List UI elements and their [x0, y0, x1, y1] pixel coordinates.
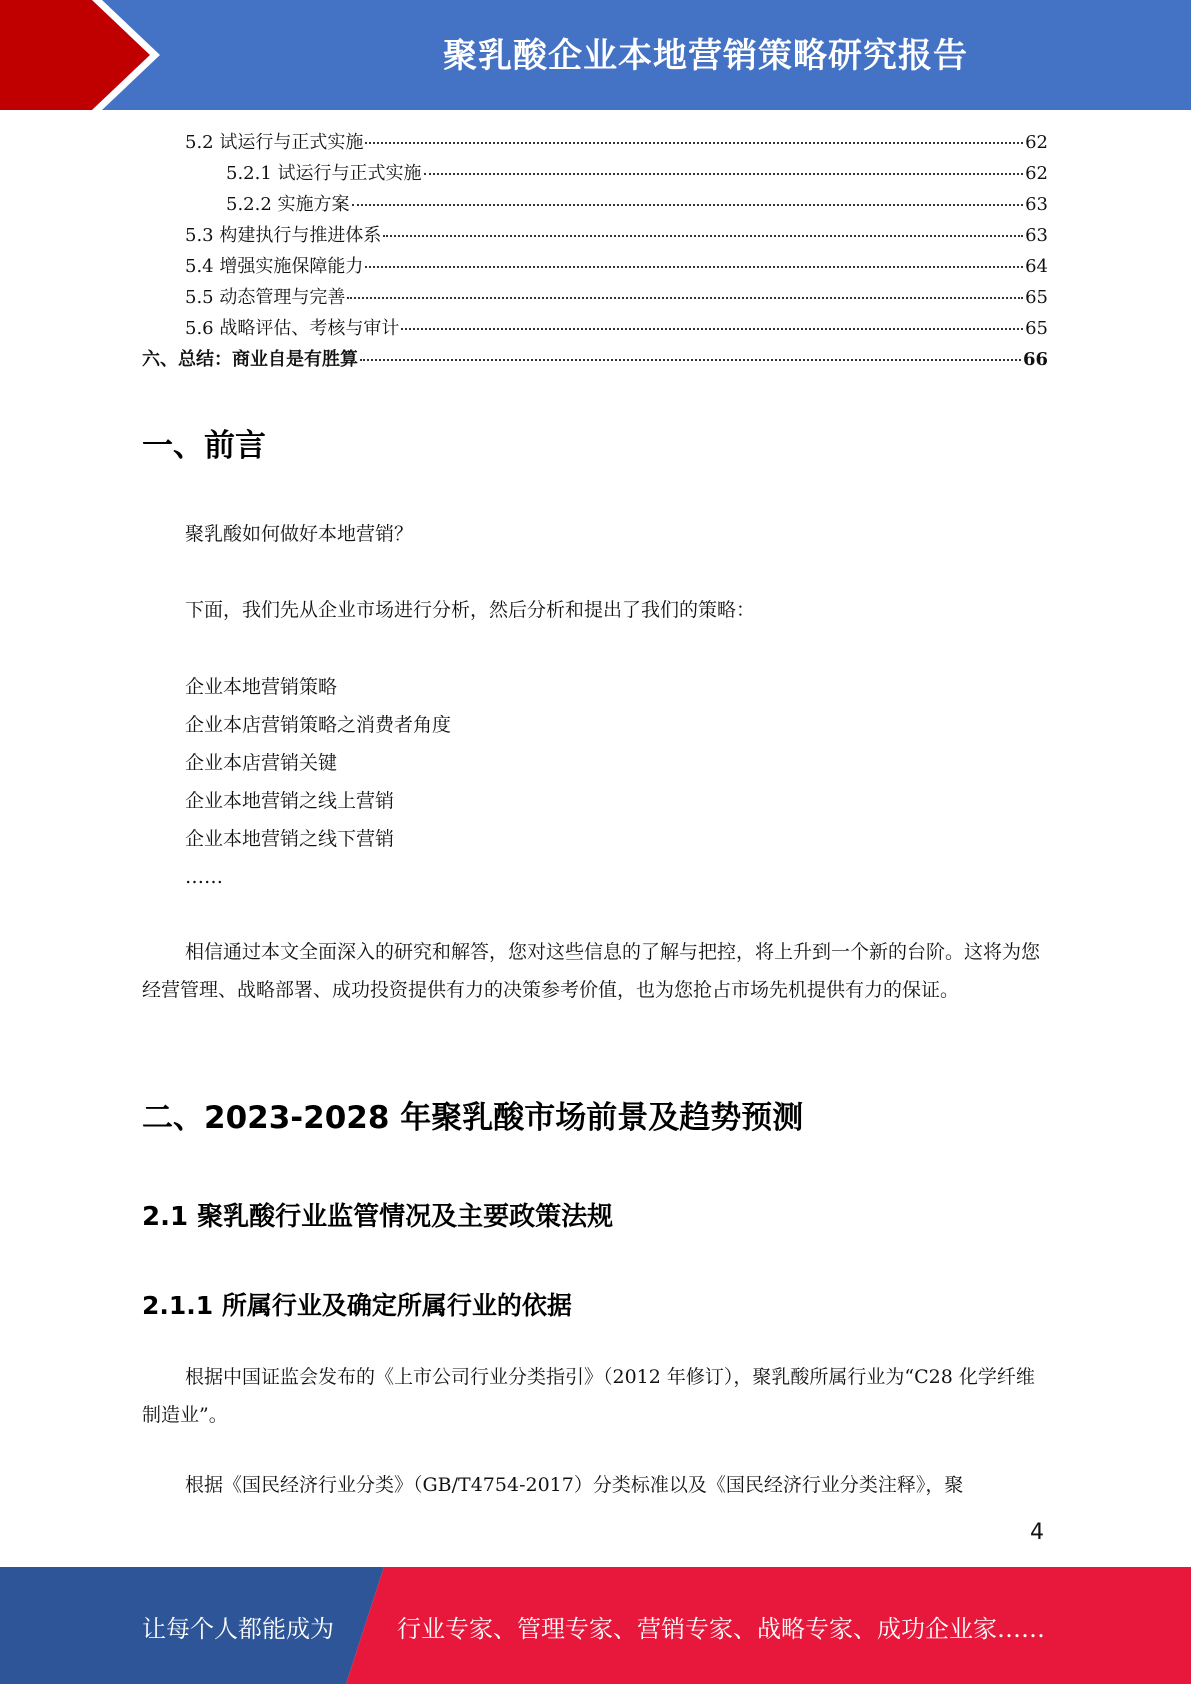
market-heading: 二、2023-2028 年聚乳酸市场前景及趋势预测: [142, 1100, 804, 1136]
market-para-2: 根据《国民经济行业分类》（GB/T4754-2017）分类标准以及《国民经济行业分类注释》，聚: [185, 1474, 964, 1496]
list-item: 企业本地营销之线下营销: [185, 828, 395, 850]
toc-entry[interactable]: [142, 159, 1048, 190]
footer-slogan-right: 行业专家、管理专家、营销专家、战略专家、成功企业家……: [397, 1615, 1045, 1643]
toc-entry-page: 65: [1025, 318, 1048, 339]
market-para-1: 根据中国证监会发布的《上市公司行业分类指引》（2012 年修订），聚乳酸所属行业为“C28 化学纤维制造业”。: [142, 1366, 1035, 1426]
preface-question: 聚乳酸如何做好本地营销？: [185, 523, 414, 545]
section-2-1-heading: 2.1 聚乳酸行业监管情况及主要政策法规: [142, 1202, 614, 1232]
toc-entry-label: 5.6 战略评估、考核与审计: [185, 318, 400, 339]
list-item: 企业本地营销之线上营销: [185, 790, 395, 812]
toc-leader-dots: [360, 359, 1021, 361]
table-of-contents: [142, 128, 1048, 376]
toc-leader-dots: [401, 328, 1023, 330]
toc-entry[interactable]: [142, 190, 1048, 221]
toc-leader-dots: [352, 204, 1024, 206]
toc-entry-label: 5.5 动态管理与完善: [185, 287, 346, 308]
list-item: ……: [185, 866, 223, 888]
report-title: 聚乳酸企业本地营销策略研究报告: [443, 36, 968, 76]
toc-entry-label: 5.3 构建执行与推进体系: [185, 225, 382, 246]
toc-entry-page: 66: [1022, 349, 1048, 370]
toc-leader-dots: [347, 297, 1023, 299]
toc-entry-page: 62: [1025, 163, 1048, 184]
section-2-1-1-heading: 2.1.1 所属行业及确定所属行业的依据: [142, 1291, 572, 1320]
toc-entry[interactable]: [142, 283, 1048, 314]
toc-entry-label: 六、总结：商业自是有胜算: [142, 349, 358, 370]
toc-entry[interactable]: [142, 345, 1048, 376]
toc-entry-page: 63: [1025, 225, 1048, 246]
toc-entry[interactable]: [142, 314, 1048, 345]
toc-entry-label: 5.2.2 实施方案: [226, 194, 350, 215]
preface-intro: 下面，我们先从企业市场进行分析，然后分析和提出了我们的策略：: [185, 599, 756, 621]
toc-entry-label: 5.2 试运行与正式实施: [185, 132, 364, 153]
toc-leader-dots: [365, 266, 1023, 268]
footer-band: [0, 1567, 1191, 1684]
toc-entry[interactable]: [142, 252, 1048, 283]
toc-entry[interactable]: [142, 128, 1048, 159]
page-number: 4: [1030, 1520, 1044, 1545]
toc-leader-dots: [424, 173, 1024, 175]
footer-slogan-left: 让每个人都能成为: [142, 1615, 334, 1643]
toc-entry-label: 5.4 增强实施保障能力: [185, 256, 364, 277]
toc-entry-page: 65: [1025, 287, 1048, 308]
strategy-list: [185, 668, 451, 896]
toc-entry[interactable]: [142, 221, 1048, 252]
toc-entry-page: 64: [1025, 256, 1048, 277]
list-item: 企业本店营销策略之消费者角度: [185, 714, 452, 736]
toc-entry-label: 5.2.1 试运行与正式实施: [226, 163, 422, 184]
preface-heading: 一、前言: [142, 428, 266, 464]
toc-entry-page: 62: [1025, 132, 1048, 153]
toc-leader-dots: [383, 235, 1023, 237]
list-item: 企业本店营销关键: [185, 752, 338, 774]
toc-entry-page: 63: [1025, 194, 1048, 215]
header-band: [0, 0, 1191, 110]
list-item: 企业本地营销策略: [185, 676, 338, 698]
toc-leader-dots: [365, 142, 1023, 144]
preface-closing: 相信通过本文全面深入的研究和解答，您对这些信息的了解与把控，将上升到一个新的台阶。这将为您经营管理、战略部署、成功投资提供有力的决策参考价值，也为您抢占市场先机提供有力的保证。: [142, 941, 1041, 1001]
